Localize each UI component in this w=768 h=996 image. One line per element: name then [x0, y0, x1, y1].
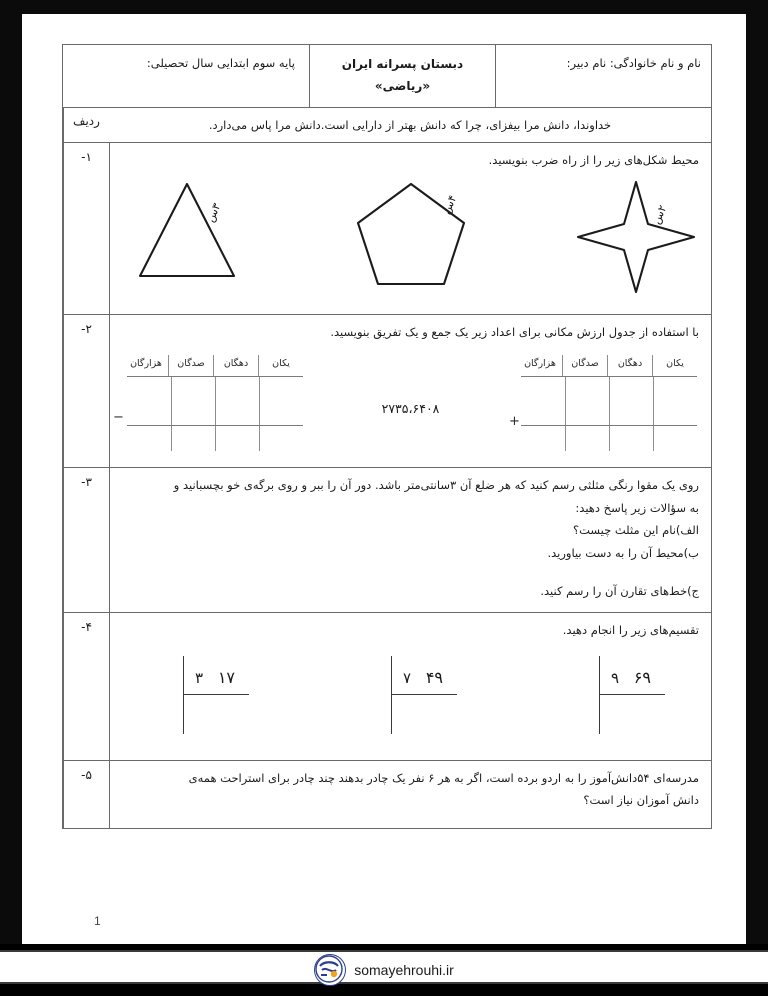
figure-triangle	[132, 176, 242, 293]
division-3-vertical-rule	[183, 656, 184, 734]
question-5-number: ۵-	[63, 761, 109, 828]
site-url-label: somayehrouhi.ir	[354, 962, 454, 978]
figure-pentagon-label: ۴س	[439, 192, 460, 216]
header-school-cell	[309, 45, 495, 107]
logo-glyph-icon	[315, 955, 343, 983]
addition-sign: +	[509, 413, 520, 429]
four-point-star-icon	[572, 176, 700, 298]
triangle-icon	[132, 176, 242, 286]
place-value-table-subtraction	[113, 355, 303, 451]
grade-label: پایه سوم ابتدایی	[217, 56, 295, 70]
row-header-label: ردیف	[63, 108, 109, 142]
question-4-prompt: تقسیم‌های زیر را انجام دهید.	[562, 623, 699, 638]
pv-gridline	[609, 377, 610, 451]
division-2-dividend: ۴۹	[425, 667, 443, 687]
division-3-dividend: ۱۷	[217, 667, 235, 687]
question-1-prompt: محیط شکل‌های زیر را از راه ضرب بنویسید.	[488, 153, 699, 168]
division-1-divisor: ۹	[611, 668, 620, 687]
place-value-headers-addition	[518, 355, 697, 376]
school-year-label: سال تحصیلی:	[146, 56, 214, 70]
question-5-line-2: دانش آموزان نیاز است؟	[583, 793, 699, 808]
teacher-name-label: نام دبیر:	[566, 56, 607, 70]
student-name-label: نام و نام خانوادگی:	[609, 56, 701, 70]
question-row-1	[63, 143, 711, 314]
figure-star	[572, 176, 700, 305]
subject-name: «ریاضی»	[374, 79, 431, 94]
prayer-text: خداوندا، دانش مرا بیفزای، چرا که دانش بهتر از دارایی است.دانش مرا پاس می‌دارد.	[208, 118, 612, 132]
worksheet-page	[22, 14, 746, 982]
pv-sum-rule	[521, 425, 697, 426]
worksheet-header	[63, 45, 711, 108]
pv-header-hundreds-left: صدگان	[168, 355, 213, 376]
question-5-body	[109, 761, 711, 828]
pv-header-ones-right: یکان	[652, 355, 697, 376]
question-1-number: ۱-	[63, 143, 109, 313]
pv-gridline	[653, 377, 654, 451]
figure-triangle-label: ۳س	[203, 200, 224, 224]
question-4-number: ۴-	[63, 613, 109, 759]
pv-gridline	[565, 377, 566, 451]
site-logo-icon	[314, 954, 346, 986]
prayer-row	[63, 108, 711, 143]
division-2-vertical-rule	[391, 656, 392, 734]
figure-star-label: ۲س	[649, 202, 670, 226]
header-student-cell	[495, 45, 711, 107]
question-3-part-a: الف)نام این مثلث چیست؟	[573, 523, 699, 538]
question-1-body	[109, 143, 711, 313]
question-2-body	[109, 315, 711, 467]
pentagon-icon	[352, 176, 470, 290]
pv-difference-rule	[127, 425, 303, 426]
school-name: دبستان پسرانه ایران	[341, 57, 464, 71]
pv-gridline	[215, 377, 216, 451]
place-value-grid-addition	[509, 376, 697, 451]
worksheet-table	[62, 44, 712, 829]
division-2-horizontal-rule	[391, 694, 457, 695]
division-1-vertical-rule	[599, 656, 600, 734]
question-4-divisions	[122, 650, 699, 754]
division-1-horizontal-rule	[599, 694, 665, 695]
question-row-5	[63, 761, 711, 828]
question-3-part-c: ج)خط‌های تقارن آن را رسم کنید.	[540, 583, 699, 598]
question-3-line-2: به سؤالات زیر پاسخ دهید:	[575, 500, 699, 515]
footer-brand	[314, 954, 454, 986]
question-2-number: ۲-	[63, 315, 109, 467]
question-3-answer-gap	[122, 564, 699, 580]
subtraction-sign: −	[113, 409, 124, 425]
question-2-prompt: با استفاده از جدول ارزش مکانی برای اعداد زیر یک جمع و یک تفریق بنویسید.	[330, 324, 699, 339]
footer-bar	[0, 944, 768, 996]
question-row-3	[63, 468, 711, 613]
pv-gridline	[259, 377, 260, 451]
place-value-headers-subtraction	[124, 355, 303, 376]
place-value-grid-subtraction	[113, 376, 303, 451]
pv-header-tens-right: دهگان	[607, 355, 652, 376]
question-5-line-1: مدرسه‌ای ۵۴دانش‌آموز را به اردو برده است، اگر به هر ۶ نفر یک چادر بدهند چند چادر برای استراحت همه‌ی	[188, 770, 699, 785]
question-2-place-value-area	[113, 349, 699, 461]
pv-gridline	[171, 377, 172, 451]
question-2-number-value: ۲۷۳۵،۶۴۰۸	[381, 401, 440, 417]
question-3-number: ۳-	[63, 468, 109, 612]
question-4-body	[109, 613, 711, 759]
division-2-divisor: ۷	[403, 668, 412, 687]
page-number: 1	[94, 914, 101, 928]
pv-header-tens-left: دهگان	[213, 355, 258, 376]
header-grade-cell	[63, 45, 309, 107]
question-3-line-1: روی یک مقوا رنگی مثلثی رسم کنید که هر ضلع آن ۳سانتی‌متر باشد. دور آن را ببر و روی برگه‌ی خو بچسبانید و	[173, 478, 699, 493]
figure-pentagon	[352, 176, 470, 297]
pv-header-ones-left: یکان	[258, 355, 303, 376]
division-3-horizontal-rule	[183, 694, 249, 695]
question-row-4	[63, 613, 711, 760]
pv-header-thousands-left: هزارگان	[130, 358, 162, 370]
question-3-part-b: ب)محیط آن را به دست بیاورید.	[547, 545, 699, 560]
question-row-2	[63, 315, 711, 468]
question-1-figures	[122, 176, 699, 308]
division-1-dividend: ۶۹	[633, 667, 651, 687]
pv-header-thousands-right: هزارگان	[524, 358, 556, 370]
division-3-divisor: ۳	[195, 668, 204, 687]
question-3-body	[109, 468, 711, 612]
place-value-table-addition	[509, 355, 697, 451]
pv-header-hundreds-right: صدگان	[562, 355, 607, 376]
